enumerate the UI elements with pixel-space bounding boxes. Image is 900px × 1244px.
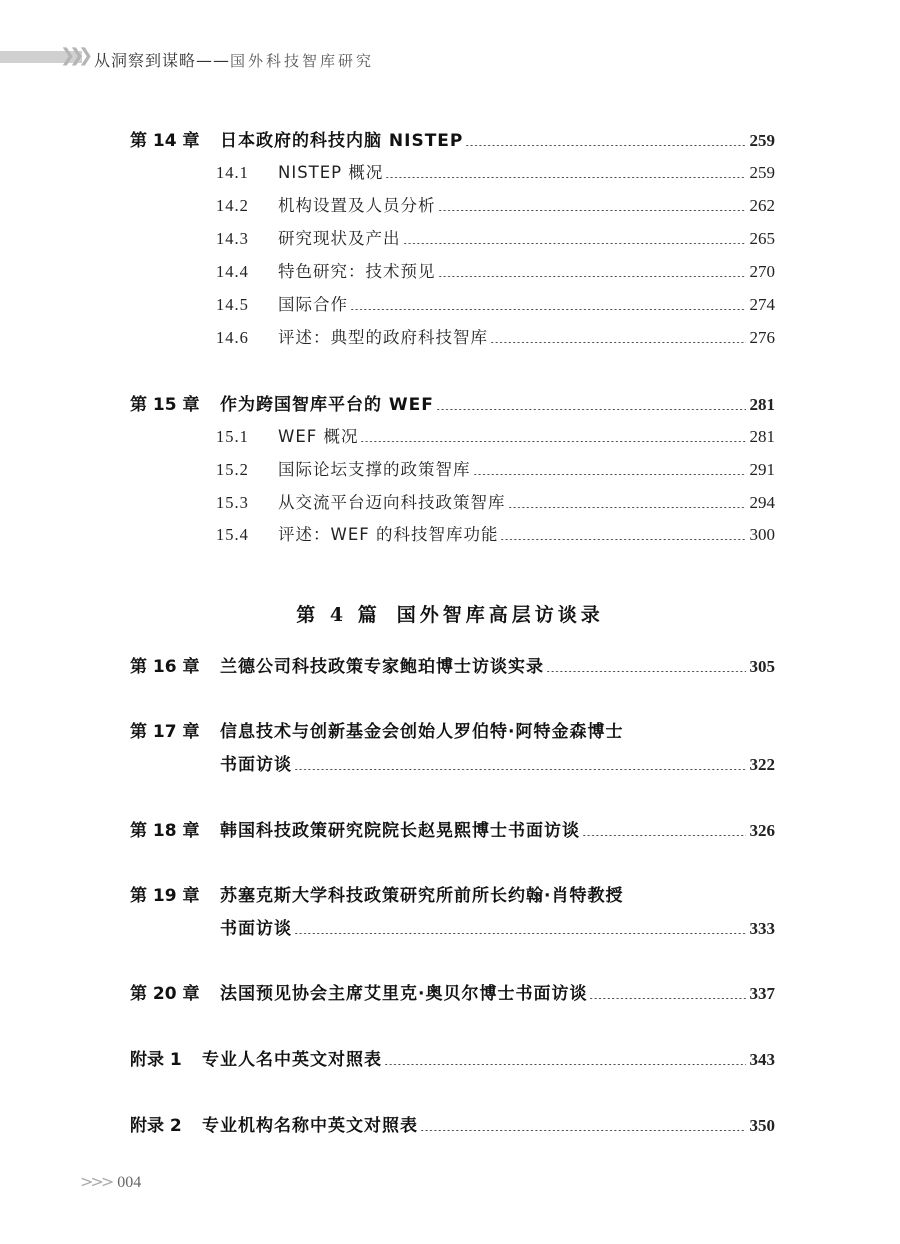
toc-section-15-2[interactable] <box>216 456 775 480</box>
section-title: WEF 概况 <box>278 427 359 446</box>
section-number: 14.5 <box>216 295 249 314</box>
dot-leader <box>403 243 746 244</box>
section-title: 从交流平台迈向科技政策智库 <box>278 493 506 512</box>
section-title: 国际合作 <box>278 295 348 314</box>
page-number: 274 <box>749 295 775 314</box>
appendix-title: 专业机构名称中英文对照表 <box>202 1116 418 1136</box>
toc-chapter-17-line1[interactable] <box>130 717 623 742</box>
section-number: 14.1 <box>216 163 249 182</box>
page-number: 326 <box>749 821 775 840</box>
toc-section-14-5[interactable] <box>216 291 775 315</box>
page-number: 305 <box>749 657 775 676</box>
section-number: 14.2 <box>216 196 249 215</box>
toc-section-14-3[interactable] <box>216 225 775 249</box>
page-number: 281 <box>749 427 775 446</box>
toc-chapter-15[interactable] <box>130 390 775 415</box>
toc-section-14-2[interactable] <box>216 192 775 216</box>
section-title: 评述：WEF 的科技智库功能 <box>278 525 499 544</box>
page-number: 291 <box>749 460 775 479</box>
chapter-title: 法国预见协会主席艾里克·奥贝尔博士书面访谈 <box>220 984 588 1004</box>
chapter-label: 第 19 章 <box>130 886 200 906</box>
toc-chapter-19-line1[interactable] <box>130 881 623 906</box>
chevron-right-icon: ❯❯❯ <box>60 45 88 66</box>
toc-chapter-16[interactable] <box>130 652 775 677</box>
section-number: 15.3 <box>216 493 249 512</box>
appendix-label: 附录 2 <box>130 1116 182 1136</box>
dot-leader <box>546 671 746 672</box>
dot-leader <box>438 210 746 211</box>
chapter-label: 第 16 章 <box>130 657 200 677</box>
folio-number: 004 <box>117 1174 142 1191</box>
dot-leader <box>436 409 746 410</box>
chapter-label: 第 18 章 <box>130 821 200 841</box>
chapter-title: 日本政府的科技内脑 NISTEP <box>220 131 464 151</box>
dot-leader <box>360 441 745 442</box>
dot-leader <box>438 276 746 277</box>
book-title: 从洞察到谋略 <box>94 51 197 70</box>
chapter-title: 兰德公司科技政策专家鲍珀博士访谈实录 <box>220 657 544 677</box>
page-folio <box>80 1172 141 1192</box>
toc-chapter-17-line2[interactable] <box>220 750 775 775</box>
dot-leader <box>294 933 746 934</box>
section-title: 研究现状及产出 <box>278 229 401 248</box>
running-header <box>0 42 900 72</box>
part-title: 国外智库高层访谈录 <box>396 604 604 626</box>
part-label: 第 4 篇 <box>296 604 381 626</box>
dot-leader <box>589 998 745 999</box>
dot-leader <box>473 474 746 475</box>
chapter-label: 第 14 章 <box>130 131 200 151</box>
page-number: 322 <box>749 755 775 774</box>
page-number: 333 <box>749 919 775 938</box>
section-number: 15.4 <box>216 525 249 544</box>
page-number: 300 <box>749 525 775 544</box>
dot-leader <box>385 177 745 178</box>
page-number: 337 <box>749 984 775 1003</box>
section-title: 评述：典型的政府科技智库 <box>278 328 488 347</box>
dot-leader <box>582 835 746 836</box>
page-number: 259 <box>749 163 775 182</box>
page-number: 262 <box>749 196 775 215</box>
section-number: 15.2 <box>216 460 249 479</box>
appendix-title: 专业人名中英文对照表 <box>202 1050 382 1070</box>
chapter-title: 苏塞克斯大学科技政策研究所前所长约翰·肖特教授 <box>220 886 624 906</box>
chapter-label: 第 20 章 <box>130 984 200 1004</box>
page-number: 276 <box>749 328 775 347</box>
toc-section-14-1[interactable] <box>216 159 775 183</box>
toc-appendix-1[interactable] <box>130 1045 775 1070</box>
section-number: 14.6 <box>216 328 249 347</box>
chapter-title: 作为跨国智库平台的 WEF <box>220 395 434 415</box>
toc-chapter-19-line2[interactable] <box>220 914 775 939</box>
page-number: 294 <box>749 493 775 512</box>
section-title: 国际论坛支撑的政策智库 <box>278 460 471 479</box>
section-title: 特色研究：技术预见 <box>278 262 436 281</box>
section-number: 15.1 <box>216 427 249 446</box>
appendix-label: 附录 1 <box>130 1050 182 1070</box>
part-heading[interactable] <box>0 600 900 627</box>
page-number: 343 <box>749 1050 775 1069</box>
page-number: 350 <box>749 1116 775 1135</box>
section-number: 14.3 <box>216 229 249 248</box>
page-number: 259 <box>749 131 775 150</box>
dot-leader <box>500 539 745 540</box>
toc-section-15-3[interactable] <box>216 489 775 513</box>
chapter-title: 韩国科技政策研究院院长赵晃熙博士书面访谈 <box>220 821 580 841</box>
chapter-title-continued: 书面访谈 <box>220 919 292 939</box>
header-title <box>94 48 374 71</box>
toc-section-15-1[interactable] <box>216 423 775 447</box>
dot-leader <box>490 342 746 343</box>
chapter-label: 第 17 章 <box>130 722 200 742</box>
chapter-label: 第 15 章 <box>130 395 200 415</box>
dot-leader <box>465 145 745 146</box>
page-number: 265 <box>749 229 775 248</box>
toc-appendix-2[interactable] <box>130 1111 775 1136</box>
book-subtitle: 国外科技智库研究 <box>230 52 375 70</box>
toc-section-15-4[interactable] <box>216 521 775 545</box>
dot-leader <box>420 1130 746 1131</box>
section-title: NISTEP 概况 <box>278 163 384 182</box>
toc-chapter-18[interactable] <box>130 816 775 841</box>
dot-leader <box>350 309 746 310</box>
chevron-right-icon: >>> <box>80 1172 112 1191</box>
toc-section-14-6[interactable] <box>216 324 775 348</box>
toc-chapter-14[interactable] <box>130 126 775 151</box>
section-title: 机构设置及人员分析 <box>278 196 436 215</box>
toc-chapter-20[interactable] <box>130 979 775 1004</box>
chapter-title-continued: 书面访谈 <box>220 755 292 775</box>
dot-leader <box>294 769 746 770</box>
section-number: 14.4 <box>216 262 249 281</box>
dot-leader <box>508 507 746 508</box>
toc-section-14-4[interactable] <box>216 258 775 282</box>
chapter-title: 信息技术与创新基金会创始人罗伯特·阿特金森博士 <box>220 722 624 742</box>
dot-leader <box>384 1064 746 1065</box>
page-number: 281 <box>749 395 775 414</box>
page-number: 270 <box>749 262 775 281</box>
header-dash: —— <box>196 51 231 70</box>
